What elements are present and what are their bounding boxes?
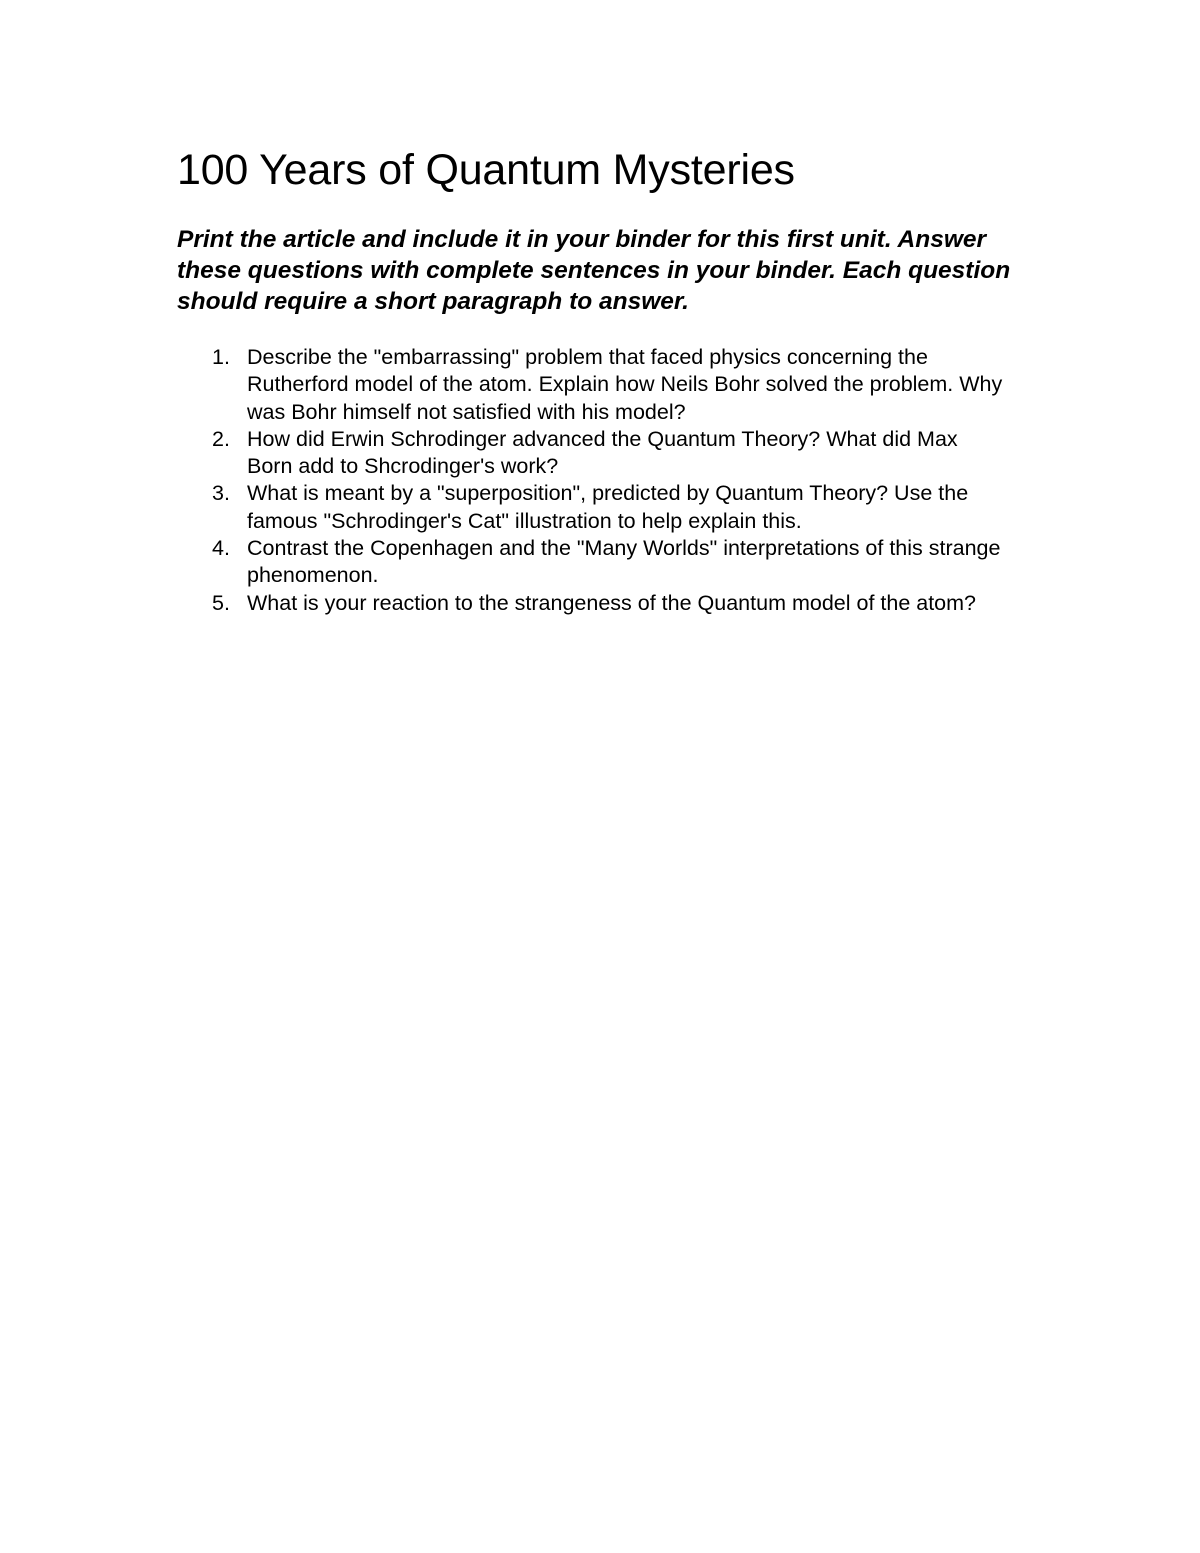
page-title: 100 Years of Quantum Mysteries bbox=[177, 146, 795, 194]
question-text: Describe the "embarrassing" problem that faced physics concerning the Rutherford model of the atom. Explain how Neils Bohr solved the problem. Why was Bohr himself not satisfied with his model? bbox=[247, 345, 1003, 424]
question-number: 5. bbox=[212, 590, 230, 615]
question-list bbox=[177, 344, 1037, 617]
instructions-paragraph: Print the article and include it in your binder for this first unit. Answer these questions with complete sentences in your binder. Each question should require a short paragraph to answer. bbox=[177, 226, 1011, 315]
question-text: What is your reaction to the strangeness of the Quantum model of the atom? bbox=[247, 590, 977, 615]
question-text: How did Erwin Schrodinger advanced the Quantum Theory? What did Max Born add to Shcrodinger's work? bbox=[247, 426, 958, 479]
question-item-2 bbox=[177, 426, 1007, 481]
question-text: What is meant by a "superposition", predicted by Quantum Theory? Use the famous "Schrodinger's Cat" illustration to help explain this. bbox=[247, 481, 969, 533]
document-content bbox=[177, 143, 1037, 617]
question-number: 1. bbox=[212, 345, 230, 369]
question-number: 3. bbox=[212, 481, 230, 506]
question-text: Contrast the Copenhagen and the "Many Worlds" interpretations of this strange phenomenon. bbox=[247, 536, 1001, 588]
question-item-3 bbox=[177, 480, 1007, 535]
question-item-5 bbox=[177, 590, 1007, 617]
question-item-4 bbox=[177, 535, 1007, 590]
question-item-1 bbox=[177, 344, 1007, 426]
question-number: 2. bbox=[212, 426, 230, 451]
question-number: 4. bbox=[212, 536, 230, 561]
